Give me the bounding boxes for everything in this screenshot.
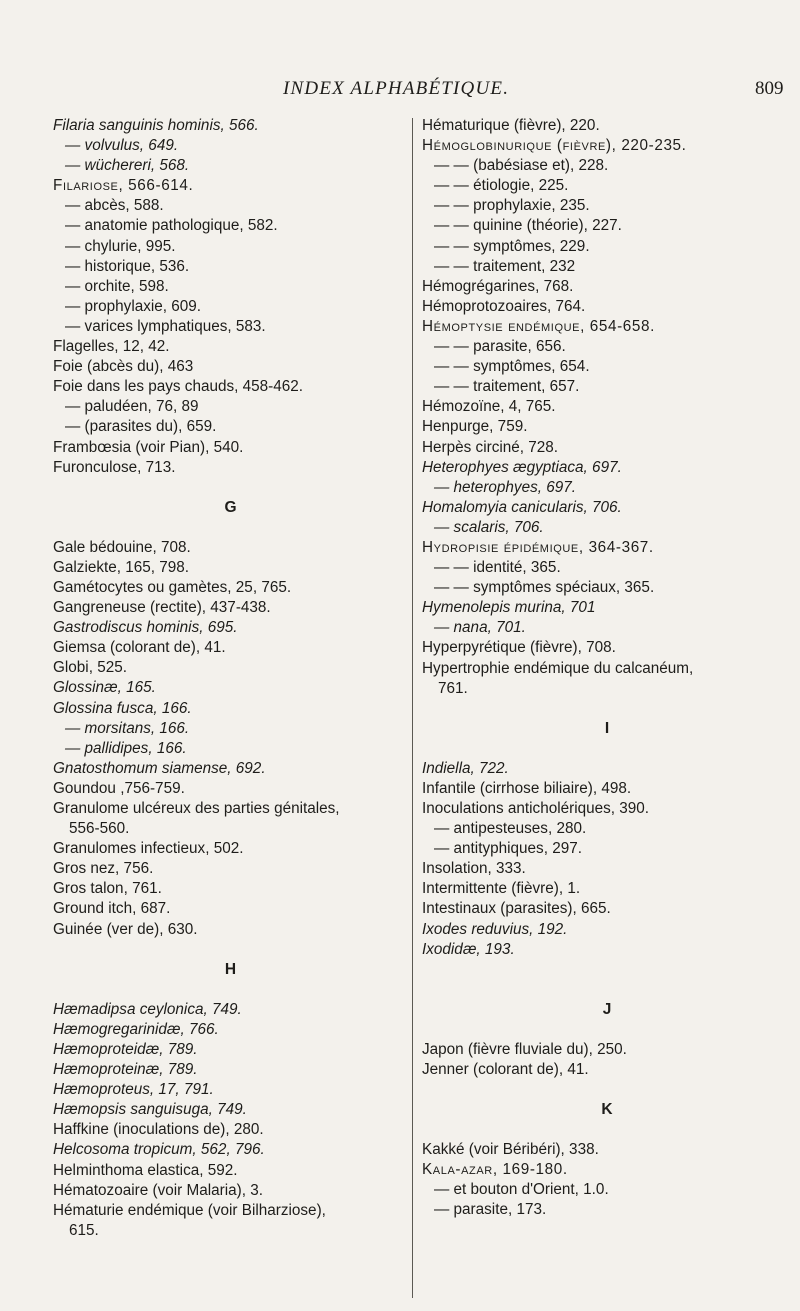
section-letter-g: G <box>224 498 237 516</box>
index-entry: Glossinæ, 165. <box>53 679 156 697</box>
index-entry: — orchite, 598. <box>65 277 169 295</box>
index-entry: Helcosoma tropicum, 562, 796. <box>53 1141 265 1159</box>
section-letter-j: J <box>602 1000 612 1018</box>
index-entry: — pallidipes, 166. <box>65 739 187 757</box>
index-entry: Guinée (ver de), 630. <box>53 920 198 938</box>
index-entry: Foie (abcès du), 463 <box>53 358 194 376</box>
index-entry: — — étiologie, 225. <box>434 177 569 195</box>
index-entry: — varices lymphatiques, 583. <box>65 317 266 335</box>
index-entry: Filaria sanguinis hominis, 566. <box>53 117 259 134</box>
index-entry: Hémogrégarines, 768. <box>422 277 574 295</box>
index-entry: — — identité, 365. <box>434 559 561 577</box>
index-entry: Hyperpyrétique (fièvre), 708. <box>422 639 616 657</box>
index-entry: Gros talon, 761. <box>53 880 162 898</box>
index-entry: Inoculations anticholériques, 390. <box>422 800 650 817</box>
index-entry: 761. <box>438 679 468 697</box>
index-entry: — parasite, 173. <box>434 1201 547 1219</box>
index-entry: — chylurie, 995. <box>65 237 176 255</box>
index-entry: Furonculose, 713. <box>53 458 176 476</box>
index-entry: — volvulus, 649. <box>65 137 179 155</box>
index-entry: — (parasites du), 659. <box>65 418 217 436</box>
index-entry: — paludéen, 76, 89 <box>65 398 199 416</box>
index-entry: Ground itch, 687. <box>53 900 171 918</box>
page-number: 809 <box>755 78 784 99</box>
index-entry: — antipesteuses, 280. <box>434 820 587 838</box>
index-entry: Globi, 525. <box>53 659 127 677</box>
index-entry: Hémozoïne, 4, 765. <box>422 398 556 416</box>
page-header <box>0 78 800 108</box>
index-entry: Hypertrophie endémique du calcanéum, <box>422 659 694 677</box>
index-entry: Haffkine (inoculations de), 280. <box>53 1121 264 1139</box>
index-entry: — antityphiques, 297. <box>434 840 582 858</box>
running-title: INDEX ALPHABÉTIQUE. <box>283 78 510 99</box>
index-entry: — — prophylaxie, 235. <box>434 197 590 215</box>
index-entry: Intestinaux (parasites), 665. <box>422 900 611 918</box>
index-entry: Heterophyes ægyptiaca, 697. <box>422 458 622 476</box>
index-entry: Gros nez, 756. <box>53 860 154 878</box>
index-entry: Hæmogregarinidæ, 766. <box>53 1020 219 1038</box>
index-entry: Hématozoaire (voir Malaria), 3. <box>53 1181 263 1199</box>
index-entry: Hydropisie épidémique, 364-367. <box>422 538 654 556</box>
index-entry: Giemsa (colorant de), 41. <box>53 639 226 657</box>
index-entry: Hæmoproteinæ, 789. <box>53 1061 198 1079</box>
index-entry: Hémoptysie endémique, 654-658. <box>422 317 655 335</box>
index-entry: — morsitans, 166. <box>65 719 190 737</box>
index-entry: — wüchereri, 568. <box>65 157 190 175</box>
index-entry: Granulome ulcéreux des parties génitales, <box>53 800 340 817</box>
index-entry: Frambœsia (voir Pian), 540. <box>53 438 244 456</box>
index-column-left <box>53 116 408 1241</box>
section-letter-h: H <box>224 960 237 978</box>
index-entry: — — (babésiase et), 228. <box>434 157 609 175</box>
index-entry: — — traitement, 657. <box>434 378 580 396</box>
index-entry: — — traitement, 232 <box>434 257 576 275</box>
index-entry: — abcès, 588. <box>65 197 164 215</box>
index-entry: — — symptômes, 229. <box>434 237 590 255</box>
index-entry: Henpurge, 759. <box>422 418 528 436</box>
section-letter-i: I <box>604 719 610 737</box>
index-entry: Filariose, 566-614. <box>53 177 194 195</box>
index-entry: Intermittente (fièvre), 1. <box>422 880 581 898</box>
index-entry: Infantile (cirrhose biliaire), 498. <box>422 779 632 797</box>
index-entry: Indiella, 722. <box>422 759 509 777</box>
index-entry: Hæmoproteus, 17, 791. <box>53 1081 214 1099</box>
index-entry: Hématurique (fièvre), 220. <box>422 117 600 134</box>
index-entry: Hæmadipsa ceylonica, 749. <box>53 1000 242 1018</box>
index-entry: Flagelles, 12, 42. <box>53 338 170 356</box>
index-entry: Glossina fusca, 166. <box>53 699 192 717</box>
index-entry: — — symptômes, 654. <box>434 358 590 376</box>
index-entry: Ixodidæ, 193. <box>422 940 515 958</box>
index-entry: Hymenolepis murina, 701 <box>422 599 596 617</box>
index-entry: Hæmopsis sanguisuga, 749. <box>53 1101 247 1119</box>
index-entry: Gangreneuse (rectite), 437-438. <box>53 599 271 617</box>
index-entry: — — symptômes spéciaux, 365. <box>434 579 655 597</box>
index-entry: Hématurie endémique (voir Bilharziose), <box>53 1201 326 1219</box>
index-entry: Insolation, 333. <box>422 860 526 878</box>
index-entry: — nana, 701. <box>434 619 526 637</box>
index-entry: Japon (fièvre fluviale du), 250. <box>422 1040 627 1058</box>
index-entry: Kakké (voir Béribéri), 338. <box>422 1141 599 1159</box>
index-entry: Hæmoproteidæ, 789. <box>53 1040 198 1058</box>
index-entry: — — quinine (théorie), 227. <box>434 217 622 235</box>
index-entry: Ixodes reduvius, 192. <box>422 920 568 938</box>
index-entry: Gamétocytes ou gamètes, 25, 765. <box>53 578 292 596</box>
index-entry: Granulomes infectieux, 502. <box>53 840 244 858</box>
index-entry: Hémoglobinurique (fièvre), 220-235. <box>422 137 687 155</box>
index-entry: Galziekte, 165, 798. <box>53 558 190 576</box>
index-entry: — prophylaxie, 609. <box>65 297 202 315</box>
index-entry: 556-560. <box>69 820 130 838</box>
index-entry: Herpès circiné, 728. <box>422 438 559 456</box>
index-entry: Helminthoma elastica, 592. <box>53 1161 238 1179</box>
index-entry: Gnatosthomum siamense, 692. <box>53 759 266 777</box>
index-entry: Hémoprotozoaires, 764. <box>422 297 586 315</box>
index-entry: Gale bédouine, 708. <box>53 538 191 556</box>
index-entry: — — parasite, 656. <box>434 338 566 356</box>
index-entry: Goundou ,756-759. <box>53 779 185 797</box>
index-entry: Foie dans les pays chauds, 458-462. <box>53 378 304 396</box>
index-entry: 615. <box>69 1221 99 1239</box>
index-entry: — historique, 536. <box>65 257 190 275</box>
index-entry: — et bouton d'Orient, 1.0. <box>434 1181 609 1199</box>
index-entry: — heterophyes, 697. <box>434 478 577 496</box>
index-entry: — anatomie pathologique, 582. <box>65 217 278 235</box>
column-divider <box>412 118 413 1298</box>
index-entry: — scalaris, 706. <box>434 518 544 536</box>
index-entry: Jenner (colorant de), 41. <box>422 1060 589 1078</box>
index-entry: Kala-azar, 169-180. <box>422 1161 568 1179</box>
section-letter-k: K <box>601 1101 613 1119</box>
index-column-right <box>422 116 792 1221</box>
index-entry: Gastrodiscus hominis, 695. <box>53 619 238 637</box>
index-entry: Homalomyia canicularis, 706. <box>422 498 622 516</box>
